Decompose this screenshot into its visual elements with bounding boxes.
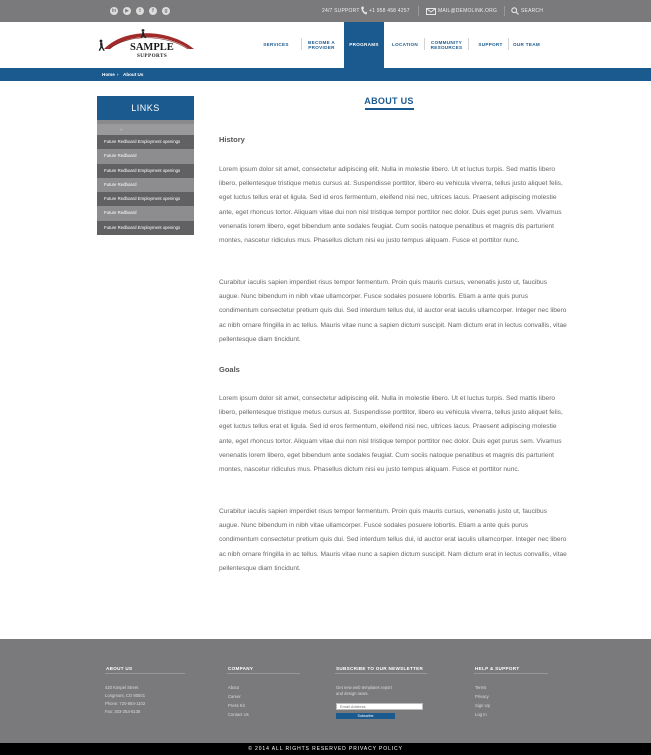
- footer-link-log-in[interactable]: Log In: [475, 712, 487, 717]
- mail-icon: [426, 8, 436, 15]
- footer-company-heading: COMPANY: [228, 666, 254, 671]
- goals-paragraph-2: Curabitur iaculis sapien imperdiet risus tempor fermentum. Proin quis mauris cursus, venenatis justo ut, faucibus augue. Nunc bibendum in nibh vitae ullamcorper. Fusce sodales posuere lobortis. Etiam a ante quis purus condimentum consectetur pretium quis dui. Sed interdum tellus dui, id auctor erat iaculis ullamcorper. Integer nec libero ac nibh ornare fringilla in ac tellus. Mauris vitae nunc a sapien dictum suscipit. Nam dictum erat in lectus convallis, vitae pellentesque diam tincidunt.: [219, 508, 567, 572]
- logo-text-main: SAMPLE: [130, 42, 174, 53]
- nav-label: SUPPORT: [478, 42, 503, 48]
- nav-community-resources[interactable]: [426, 22, 467, 68]
- nav-services[interactable]: [258, 22, 294, 68]
- subscribe-button[interactable]: Subscribe: [336, 713, 395, 719]
- phone-number[interactable]: +1 958 458 4257: [369, 8, 410, 14]
- email-link[interactable]: MAIL@DEMOLINK.ORG: [438, 8, 498, 14]
- sidebar-item[interactable]: Future Redboard Employment openings: [97, 221, 194, 235]
- search-button[interactable]: SEARCH: [521, 8, 544, 14]
- history-heading: History: [219, 135, 245, 144]
- nav-label: OUR TEAM: [513, 42, 540, 48]
- topbar-divider: [418, 6, 419, 16]
- nav-location[interactable]: [388, 22, 422, 68]
- footer-divider: [105, 673, 185, 674]
- sidebar-item[interactable]: Future Redboard: [97, 149, 194, 163]
- site-footer: [0, 639, 651, 743]
- breadcrumb-separator: ›: [117, 72, 119, 77]
- youtube-icon[interactable]: ▶: [123, 7, 131, 15]
- title-underline: [365, 108, 414, 110]
- footer-link-terms[interactable]: Terms: [475, 685, 487, 690]
- footer-link-career[interactable]: Career: [228, 694, 241, 699]
- nav-divider: [424, 38, 425, 50]
- nav-divider: [301, 38, 302, 50]
- sidebar-item[interactable]: Future Redboard Employment openings: [97, 135, 194, 149]
- site-logo[interactable]: [96, 25, 196, 61]
- sidebar-item[interactable]: Future Redboard Employment openings: [97, 164, 194, 178]
- footer-help-heading: HELP & SUPPORT: [475, 666, 520, 671]
- facebook-icon[interactable]: f: [149, 7, 157, 15]
- nav-label: SERVICES: [263, 42, 289, 48]
- nav-label: COMMUNITY RESOURCES: [430, 39, 463, 50]
- footer-newsletter-heading: SUBSCRIBE TO OUR NEWSLETTER: [336, 666, 424, 671]
- footer-link-privacy[interactable]: Privacy: [475, 694, 489, 699]
- nav-support[interactable]: [473, 22, 508, 68]
- history-paragraph-1: Lorem ipsum dolor sit amet, consectetur adipiscing elit. Nulla in molestie libero. Ut et luctus turpis. Sed mattis libero libero, pellentesque tristique metus cursus at. Suspendisse porttitor, libero eu vehicula viverra, tellus justo aliquet felis, eget luctus tellus erat et ligula. Sed id eros fermentum, eleifend nisi nec, ultrices lacus. Praesent adipiscing molestie ante, eget rhoncus tortor. Aliquam vitae dui non nisl tristique tempor porttitor nec dolor. Duis eget purus sem. Vivamus venenatis lorem libero, eget bibendum ante sodales feugiat. Cum sociis natoque penatibus et magnis dis parturient montes, nascetur ridiculus mus. Phasellus dictum nisi eu justo tempus aliquam. Fusce et porttitor nunc.: [219, 166, 563, 245]
- footer-link-about[interactable]: About: [228, 685, 239, 690]
- footer-link-contact[interactable]: Contact Us: [228, 712, 249, 717]
- phone-icon: [361, 6, 367, 15]
- footer-link-sign-up[interactable]: Sign Up: [475, 703, 490, 708]
- google-plus-icon[interactable]: g: [162, 7, 170, 15]
- nav-our-team[interactable]: [510, 22, 543, 68]
- nav-label: LOCATION: [391, 42, 419, 48]
- nav-programs[interactable]: [344, 22, 384, 68]
- linkedin-icon[interactable]: in: [111, 8, 117, 14]
- sidebar-links: [97, 96, 194, 235]
- nav-divider: [468, 38, 469, 50]
- sidebar-item[interactable]: Future Redboard: [97, 206, 194, 220]
- topbar-divider: [504, 6, 505, 16]
- sidebar-title: LINKS: [97, 96, 194, 120]
- goals-paragraph-1: Lorem ipsum dolor sit amet, consectetur adipiscing elit. Nulla in molestie libero. Ut et luctus turpis. Sed mattis libero libero, pellentesque tristique metus cursus at. Suspendisse porttitor, libero eu vehicula viverra, tellus justo aliquet felis, eget luctus tellus erat et ligula. Sed id eros fermentum, eleifend nisi nec, ultrices lacus. Praesent adipiscing molestie ante, eget rhoncus tortor. Aliquam vitae dui non nisl tristique tempor porttitor nec dolor. Duis eget purus sem. Vivamus venenatis lorem libero, eget bibendum ante sodales feugiat. Cum sociis natoque penatibus et magnis dis parturient montes, nascetur ridiculus mus. Phasellus dictum nisi eu justo tempus aliquam. Fusce et porttitor nunc.: [219, 395, 563, 474]
- logo-text-sub: SUPPORTS: [137, 53, 168, 59]
- nav-divider: [508, 38, 509, 50]
- copyright-text: © 2014 ALL RIGHTS RESERVED PRIVACY POLICY: [248, 746, 403, 752]
- newsletter-description: Get new web templates report: [336, 685, 392, 690]
- footer-address-line: 420 Kimpel Street: [105, 685, 139, 690]
- footer-divider: [227, 673, 300, 674]
- newsletter-description: and design news.: [336, 691, 369, 696]
- twitter-icon[interactable]: t: [136, 7, 144, 15]
- footer-divider: [474, 673, 548, 674]
- footer-divider: [335, 673, 427, 674]
- footer-link-press-kit[interactable]: Press Kit: [228, 703, 245, 708]
- nav-label: BECOME A PROVIDER: [308, 39, 335, 50]
- breadcrumb: [0, 68, 651, 81]
- goals-heading: Goals: [219, 365, 240, 374]
- nav-label: PROGRAMS: [349, 42, 379, 48]
- search-icon[interactable]: [511, 7, 519, 15]
- sidebar-item[interactable]: Future Redboard: [97, 178, 194, 192]
- footer-address-line: Longmont, CO 80501: [105, 693, 146, 698]
- footer-fax: Fax: 303-253-8136: [105, 709, 141, 714]
- breadcrumb-home[interactable]: Home: [102, 72, 115, 77]
- breadcrumb-current: About Us: [123, 72, 144, 77]
- nav-become-a-provider[interactable]: [303, 22, 340, 68]
- support-label: 24/7 SUPPORT: [322, 8, 360, 14]
- sidebar-back-link[interactable]: «: [97, 124, 194, 135]
- footer-about-heading: ABOUT US: [106, 666, 133, 671]
- sidebar-item[interactable]: Future Redboard Employment openings: [97, 192, 194, 206]
- footer-phone: Phone: 720-684-1102: [105, 701, 146, 706]
- page-title: ABOUT US: [364, 96, 414, 106]
- newsletter-email-input[interactable]: [336, 703, 423, 710]
- history-paragraph-2: Curabitur iaculis sapien imperdiet risus tempor fermentum. Proin quis mauris cursus, venenatis justo ut, faucibus augue. Nunc bibendum in nibh vitae ullamcorper. Fusce sodales posuere lobortis. Etiam a ante quis purus condimentum consectetur pretium quis dui. Sed interdum tellus dui, id auctor erat iaculis ullamcorper. Integer nec libero ac nibh ornare fringilla in ac tellus. Mauris vitae nunc a sapien dictum suscipit. Nam dictum erat in lectus convallis, vitae pellentesque diam tincidunt.: [219, 279, 567, 343]
